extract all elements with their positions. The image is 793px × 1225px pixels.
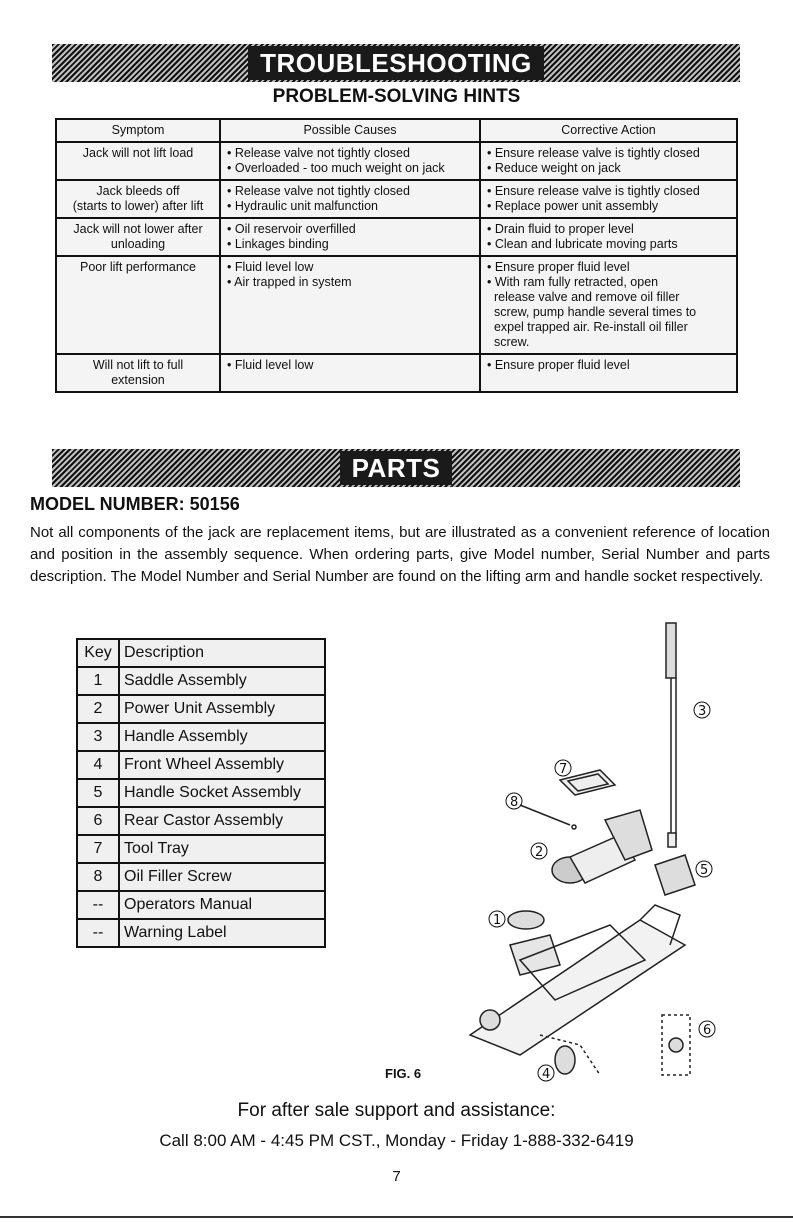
troubleshooting-title: TROUBLESHOOTING <box>248 46 544 80</box>
part-key: 2 <box>77 695 119 723</box>
troubleshooting-row <box>56 256 737 354</box>
symptom-cell-text: Jack will not lower after unloading <box>73 222 203 251</box>
callout-8: 8 <box>510 795 519 810</box>
part-key: 5 <box>77 779 119 807</box>
part-description: Power Unit Assembly <box>119 695 325 723</box>
part-description: Handle Socket Assembly <box>119 779 325 807</box>
parts-row <box>77 891 325 919</box>
action-cell-text: • Ensure release valve is tightly closed • Reduce weight on jack <box>487 146 700 175</box>
parts-title: PARTS <box>340 451 453 485</box>
parts-row <box>77 863 325 891</box>
callout-1: 1 <box>493 913 502 928</box>
support-phone-line: Call 8:00 AM - 4:45 PM CST., Monday - Friday 1-888-332-6419 <box>159 1131 634 1150</box>
callout-6: 6 <box>703 1023 712 1038</box>
parts-intro-paragraph: Not all components of the jack are replacement items, but are illustrated as a convenient reference of location and position in the assembly sequence. When ordering parts, give Model number, Serial Number and parts description. The Model Number and Serial Number are found on the lifting arm and handle socket respectively. <box>30 524 770 585</box>
causes-cell-text: • Fluid level low <box>227 358 314 372</box>
troubleshooting-table <box>55 118 738 393</box>
action-cell <box>480 354 737 392</box>
action-header: Corrective Action <box>480 119 737 142</box>
part-key: 6 <box>77 807 119 835</box>
page-number: 7 <box>392 1168 401 1185</box>
page-bottom-rule <box>0 1216 793 1218</box>
parts-table <box>76 638 326 948</box>
symptom-cell-text: Jack bleeds off (starts to lower) after lift <box>72 184 204 213</box>
key-header: Key <box>77 639 119 667</box>
action-cell-text: • Ensure proper fluid level <box>487 358 630 372</box>
callout-7: 7 <box>559 762 568 777</box>
action-cell <box>480 218 737 256</box>
troubleshooting-row <box>56 354 737 392</box>
parts-row <box>77 807 325 835</box>
action-cell <box>480 256 737 354</box>
part-key: -- <box>77 891 119 919</box>
action-cell-text: • Drain fluid to proper level • Clean and lubricate moving parts <box>487 222 678 251</box>
causes-cell-text: • Fluid level low • Air trapped in system <box>227 260 352 289</box>
jack-exploded-diagram <box>440 615 740 1085</box>
causes-cell <box>220 354 480 392</box>
causes-cell-text: • Release valve not tightly closed • Hydraulic unit malfunction <box>227 184 410 213</box>
symptom-cell-text: Will not lift to full extension <box>92 358 184 387</box>
model-number-heading: MODEL NUMBER: 50156 <box>30 494 240 514</box>
callout-4: 4 <box>542 1067 551 1082</box>
causes-header: Possible Causes <box>220 119 480 142</box>
part-key: 4 <box>77 751 119 779</box>
causes-cell <box>220 142 480 180</box>
parts-row <box>77 919 325 947</box>
parts-banner <box>52 449 740 487</box>
action-cell <box>480 142 737 180</box>
parts-row <box>77 723 325 751</box>
part-description: Oil Filler Screw <box>119 863 325 891</box>
description-header: Description <box>119 639 325 667</box>
part-key: 7 <box>77 835 119 863</box>
action-cell <box>480 180 737 218</box>
callout-5: 5 <box>700 863 709 878</box>
figure-label: FIG. 6 <box>385 1066 422 1081</box>
causes-cell-text: • Release valve not tightly closed • Overloaded - too much weight on jack <box>227 146 445 175</box>
action-cell-text: • Ensure release valve is tightly closed • Replace power unit assembly <box>487 184 700 213</box>
jack-frame-drawing <box>470 905 685 1055</box>
part-key: 8 <box>77 863 119 891</box>
symptom-cell <box>56 142 220 180</box>
part-description: Handle Assembly <box>119 723 325 751</box>
saddle-drawing <box>508 911 544 929</box>
part-description: Operators Manual <box>119 891 325 919</box>
part-key: 1 <box>77 667 119 695</box>
part-key: 3 <box>77 723 119 751</box>
causes-cell <box>220 218 480 256</box>
part-key: -- <box>77 919 119 947</box>
symptom-cell-text: Poor lift performance <box>79 260 197 274</box>
symptom-cell <box>56 180 220 218</box>
troubleshooting-banner <box>52 44 740 82</box>
parts-row <box>77 751 325 779</box>
part-description: Saddle Assembly <box>119 667 325 695</box>
troubleshooting-row <box>56 142 737 180</box>
symptom-cell <box>56 256 220 354</box>
causes-cell <box>220 256 480 354</box>
symptom-cell <box>56 218 220 256</box>
action-cell-text: • Ensure proper fluid level • With ram fully retracted, open release valve and remove oil filler screw, pump handle several times to expel trapped air. Re-install oil filler screw. <box>487 260 697 349</box>
parts-row <box>77 695 325 723</box>
parts-row <box>77 667 325 695</box>
troubleshooting-row <box>56 218 737 256</box>
causes-cell-text: • Oil reservoir overfilled • Linkages binding <box>227 222 356 251</box>
part-description: Rear Castor Assembly <box>119 807 325 835</box>
part-description: Warning Label <box>119 919 325 947</box>
part-description: Front Wheel Assembly <box>119 751 325 779</box>
troubleshooting-row <box>56 180 737 218</box>
problem-solving-subtitle: PROBLEM-SOLVING HINTS <box>272 86 521 107</box>
symptom-cell <box>56 354 220 392</box>
rear-castor-drawing <box>669 1038 683 1052</box>
oil-filler-leader <box>520 805 570 825</box>
oil-filler-screw-drawing <box>572 825 576 829</box>
callout-3: 3 <box>698 704 707 719</box>
callout-2: 2 <box>535 845 544 860</box>
symptom-cell-text: Jack will not lift load <box>82 146 194 160</box>
power-unit-drawing <box>552 810 652 883</box>
parts-row <box>77 779 325 807</box>
part-description: Tool Tray <box>119 835 325 863</box>
handle-socket-drawing <box>655 855 695 895</box>
causes-cell <box>220 180 480 218</box>
parts-row <box>77 835 325 863</box>
symptom-header: Symptom <box>56 119 220 142</box>
handle-assembly-drawing <box>666 623 676 847</box>
support-heading: For after sale support and assistance: <box>237 1100 556 1121</box>
